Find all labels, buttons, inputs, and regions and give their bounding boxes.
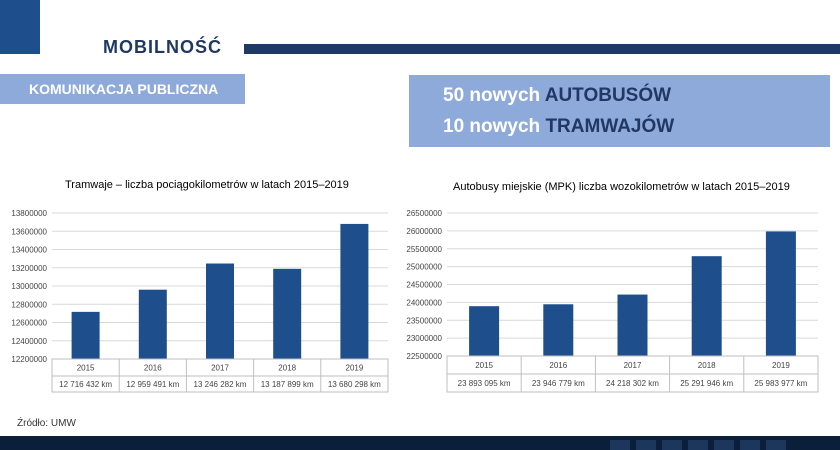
x-tick-label: 2019 xyxy=(345,363,364,373)
x-tick-label: 2016 xyxy=(143,363,162,373)
data-label: 23 946 779 km xyxy=(531,379,585,388)
y-tick-label: 26500000 xyxy=(406,209,442,218)
bar xyxy=(139,290,167,359)
data-label: 23 893 095 km xyxy=(457,379,511,388)
highlight-number: 50 xyxy=(443,85,465,106)
bar xyxy=(618,295,648,356)
bar xyxy=(72,312,100,359)
data-label: 24 218 302 km xyxy=(606,379,659,388)
data-label: 13 680 298 km xyxy=(327,380,381,389)
y-tick-label: 13200000 xyxy=(11,263,47,273)
y-tick-label: 22500000 xyxy=(406,352,442,361)
y-tick-label: 24500000 xyxy=(406,280,442,290)
y-tick-label: 13000000 xyxy=(11,282,47,291)
x-tick-label: 2017 xyxy=(211,363,229,373)
bar xyxy=(206,264,234,359)
y-tick-label: 25500000 xyxy=(406,244,442,254)
y-tick-label: 12200000 xyxy=(11,355,47,364)
footer-decoration xyxy=(610,440,790,450)
bar xyxy=(273,269,301,359)
x-tick-label: 2015 xyxy=(475,361,493,370)
bar xyxy=(340,224,368,359)
bar xyxy=(766,231,796,356)
chart-title-trams: Tramwaje – liczba pociągokilometrów w latach 2015–2019 xyxy=(65,179,349,191)
y-tick-label: 23500000 xyxy=(406,316,442,326)
highlight-unit: nowych xyxy=(469,116,541,137)
data-label: 13 246 282 km xyxy=(193,380,247,389)
y-tick-label: 12800000 xyxy=(11,300,47,310)
data-label: 12 716 432 km xyxy=(59,380,113,389)
y-tick-label: 24000000 xyxy=(406,298,442,308)
y-tick-label: 13600000 xyxy=(11,227,47,237)
bar xyxy=(692,256,722,356)
page-title: MOBILNOŚĆ xyxy=(103,37,222,57)
y-tick-label: 12400000 xyxy=(11,336,47,346)
data-label: 25 291 946 km xyxy=(680,379,734,388)
highlight-number: 10 xyxy=(443,116,465,137)
y-tick-label: 23000000 xyxy=(406,334,442,344)
x-tick-label: 2016 xyxy=(549,361,568,370)
data-label: 12 959 491 km xyxy=(126,380,180,389)
y-tick-label: 12600000 xyxy=(11,318,47,328)
section-label: KOMUNIKACJA PUBLICZNA xyxy=(0,74,245,104)
bar xyxy=(543,304,573,356)
y-tick-label: 13400000 xyxy=(11,245,47,255)
y-tick-label: 26000000 xyxy=(406,226,442,236)
x-tick-label: 2018 xyxy=(697,361,716,370)
y-tick-label: 25000000 xyxy=(406,262,442,272)
data-label: 25 983 977 km xyxy=(754,379,808,388)
highlight-unit: nowych xyxy=(469,85,541,106)
bar xyxy=(469,306,499,356)
highlight-name: TRAMWAJÓW xyxy=(545,116,675,137)
x-tick-label: 2018 xyxy=(278,363,297,373)
x-tick-label: 2015 xyxy=(76,363,95,373)
x-tick-label: 2017 xyxy=(623,361,642,370)
x-tick-label: 2019 xyxy=(772,361,790,370)
highlight-name: AUTOBUSÓW xyxy=(544,85,672,106)
y-tick-label: 13800000 xyxy=(11,209,47,218)
chart-title-buses: Autobusy miejskie (MPK) liczba wozokilometrów w latach 2015–2019 xyxy=(453,181,790,193)
data-label: 13 187 899 km xyxy=(260,380,314,389)
source-note: Źródło: UMW xyxy=(17,418,76,429)
